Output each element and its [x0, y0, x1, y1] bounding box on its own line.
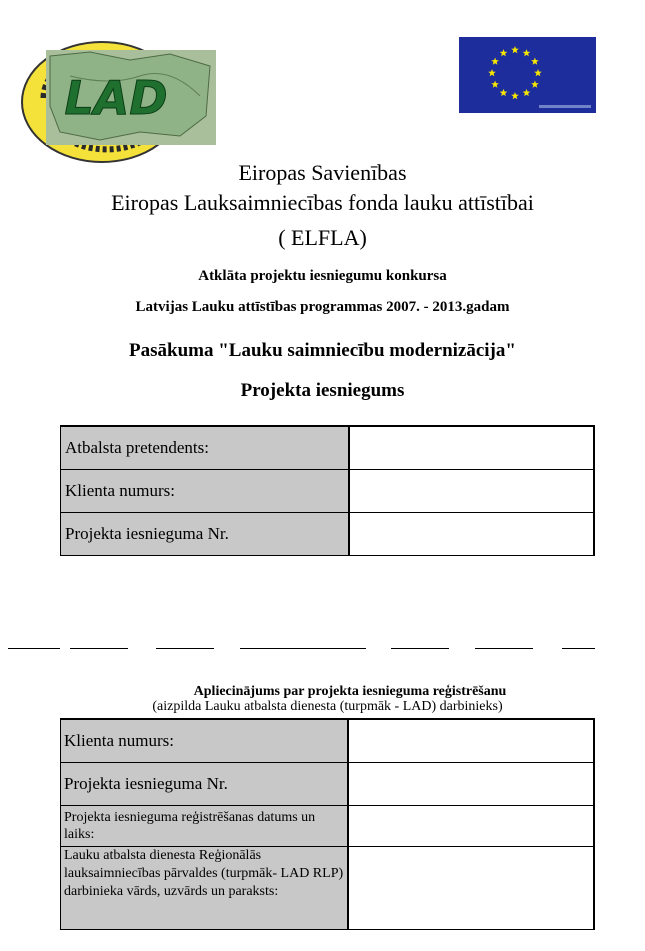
officer-signature-label: Lauku atbalsta dienesta Reģionālās lauksaimniecības pārvaldes (turpmāk- LAD RLP) darbinieka vārds, uzvārds un paraksts:	[61, 847, 349, 930]
separator-dash	[156, 648, 214, 649]
table-row	[61, 763, 595, 806]
applicant-info-table	[60, 425, 595, 556]
application-number-label: Projekta iesnieguma Nr.	[61, 513, 350, 556]
eu-flag	[459, 37, 596, 113]
lad-logo	[20, 36, 218, 164]
separator-dash	[70, 648, 128, 649]
table-row	[61, 806, 595, 847]
table-row	[61, 426, 595, 470]
separator-dash	[8, 648, 60, 649]
table-row	[61, 470, 595, 513]
confirmation-title: Apliecinājums par projekta iesnieguma reģistrēšanu	[193, 684, 507, 699]
org-line-1: Eiropas Savienības	[238, 160, 407, 185]
table-row	[61, 847, 595, 930]
org-line-2: Eiropas Lauksaimniecības fonda lauku attīstībai	[111, 190, 534, 215]
registration-datetime-label: Projekta iesnieguma reģistrēšanas datums un laiks:	[61, 806, 349, 847]
application-number-field[interactable]	[349, 513, 594, 556]
applicant-field[interactable]	[349, 426, 594, 470]
reg-application-number-field[interactable]	[348, 763, 594, 806]
program-heading: Latvijas Lauku attīstības programmas 2007. - 2013.gadam	[135, 299, 510, 315]
registration-datetime-field[interactable]	[348, 806, 594, 847]
reg-client-number-label: Klienta numurs:	[61, 719, 349, 763]
reg-application-number-label: Projekta iesnieguma Nr.	[61, 763, 349, 806]
separator-dash	[562, 648, 595, 649]
separator-dash	[475, 648, 533, 649]
lad-logo-text: LAD	[64, 71, 168, 125]
separator-dash	[240, 648, 366, 649]
org-line-3: ( ELFLA)	[278, 225, 367, 250]
table-row	[61, 719, 595, 763]
contest-heading: Atklāta projektu iesniegumu konkursa	[198, 268, 447, 284]
measure-heading: Pasākuma "Lauku saimniecību modernizācija"	[129, 340, 516, 361]
client-number-field[interactable]	[349, 470, 594, 513]
separator-dash	[391, 648, 449, 649]
registration-table	[60, 718, 595, 930]
confirmation-subtitle: (aizpilda Lauku atbalsta dienesta (turpmāk - LAD) darbinieks)	[152, 699, 503, 714]
document-title: Projekta iesniegums	[240, 380, 405, 401]
table-row	[61, 513, 595, 556]
applicant-label: Atbalsta pretendents:	[61, 426, 350, 470]
reg-client-number-field[interactable]	[348, 719, 594, 763]
client-number-label: Klienta numurs:	[61, 470, 350, 513]
officer-signature-field[interactable]	[348, 847, 594, 930]
